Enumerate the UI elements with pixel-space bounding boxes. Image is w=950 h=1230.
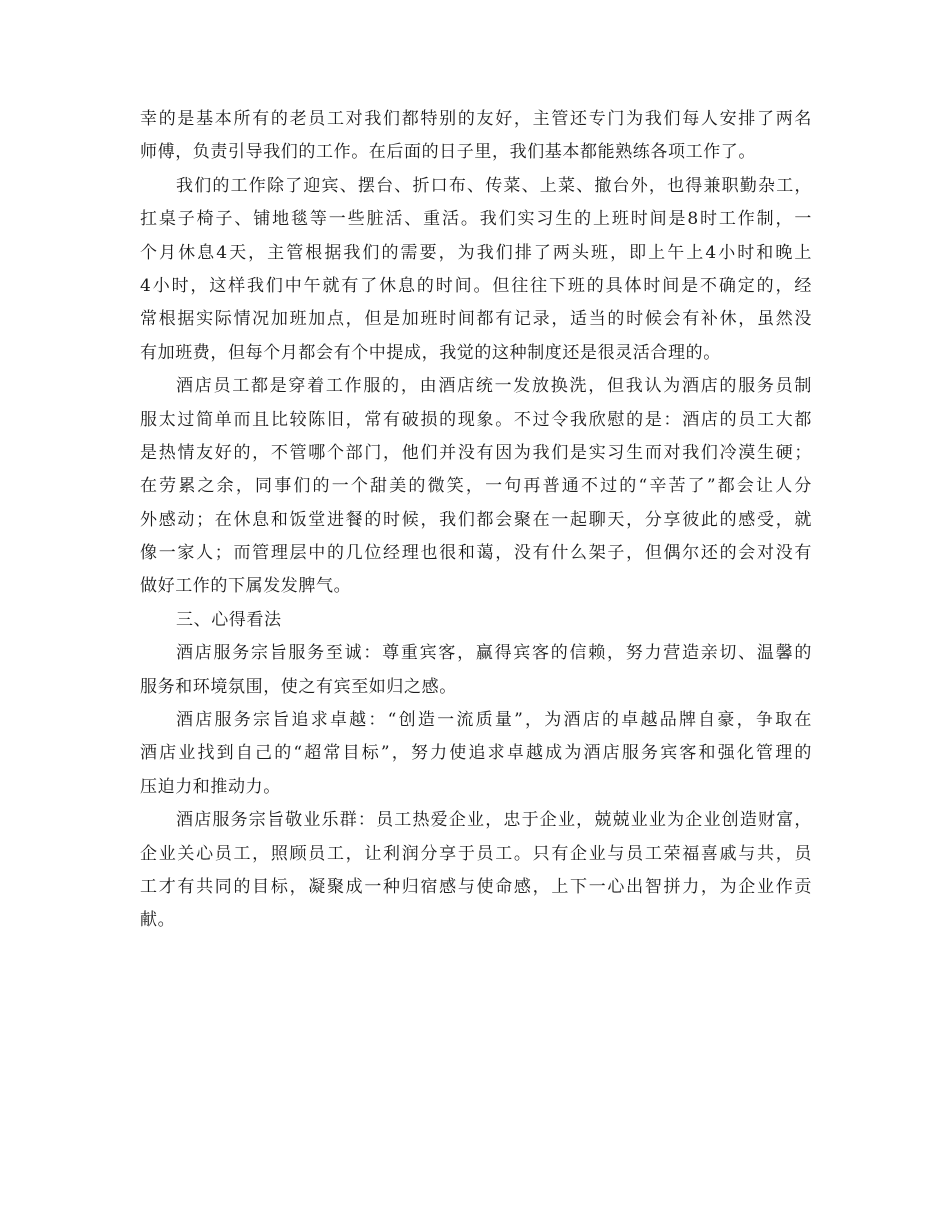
text-line: 常根据实际情况加班加点，但是加班时间都有记录，适当的时候会有补休，虽然没	[140, 309, 812, 330]
text-line: 酒店业找到自己的“超常目标”，努力使追求卓越成为酒店服务宾客和强化管理的	[140, 743, 812, 764]
text-line: 扛桌子椅子、铺地毯等一些脏活、重活。我们实习生的上班时间是8时工作制，一	[140, 209, 812, 230]
text-line: 幸的是基本所有的老员工对我们都特别的友好，主管还专门为我们每人安排了两名	[140, 109, 812, 129]
text-line: 服太过简单而且比较陈旧，常有破损的现象。不过令我欣慰的是：酒店的员工大都	[140, 409, 812, 430]
text-line: 我们的工作除了迎宾、摆台、折口布、传菜、上菜、撤台外，也得兼职勤杂工，	[176, 175, 812, 196]
text-line: 是热情友好的，不管哪个部门，他们并没有因为我们是实习生而对我们冷漠生硬；	[140, 442, 812, 463]
text-line: 企业关心员工，照顾员工，让利润分享于员工。只有企业与员工荣福喜戚与共，员	[140, 843, 812, 864]
text-line: 个月休息4天，主管根据我们的需要，为我们排了两头班，即上午上4小时和晚上	[140, 242, 812, 263]
text-line: 在劳累之余，同事们的一个甜美的微笑，一句再普通不过的“辛苦了”都会让人分	[140, 476, 812, 497]
text-line: 酒店服务宗旨服务至诚：尊重宾客，赢得宾客的信赖，努力营造亲切、温馨的	[176, 643, 812, 664]
text-line: 献。	[140, 910, 176, 931]
text-line: 酒店员工都是穿着工作服的，由酒店统一发放换洗，但我认为酒店的服务员制	[176, 376, 812, 397]
text-line: 4小时，这样我们中午就有了休息的时间。但往往下班的具体时间是不确定的，经	[140, 275, 812, 296]
text-line: 压迫力和推动力。	[140, 776, 281, 797]
text-line: 酒店服务宗旨敬业乐群：员工热爱企业，忠于企业，兢兢业业为企业创造财富，	[176, 810, 812, 831]
text-line: 工才有共同的目标，凝聚成一种归宿感与使命感，上下一心出智拼力，为企业作贡	[140, 876, 812, 897]
document-body	[140, 103, 812, 938]
text-line: 做好工作的下属发发脾气。	[140, 576, 352, 597]
text-line: 外感动；在休息和饭堂进餐的时候，我们都会聚在一起聊天，分享彼此的感受，就	[140, 509, 812, 530]
text-line: 有加班费，但每个月都会有个中提成，我觉的这种制度还是很灵活合理的。	[140, 342, 721, 363]
text-line: 酒店服务宗旨追求卓越：“创造一流质量”，为酒店的卓越品牌自豪，争取在	[176, 710, 812, 731]
text-line: 师傅，负责引导我们的工作。在后面的日子里，我们基本都能熟练各项工作了。	[140, 142, 756, 163]
text-line: 像一家人；而管理层中的几位经理也很和蔼，没有什么架子，但偶尔还的会对没有	[140, 543, 812, 564]
text-line: 服务和环境氛围，使之有宾至如归之感。	[140, 676, 457, 697]
text-line: 三、心得看法	[176, 609, 282, 630]
